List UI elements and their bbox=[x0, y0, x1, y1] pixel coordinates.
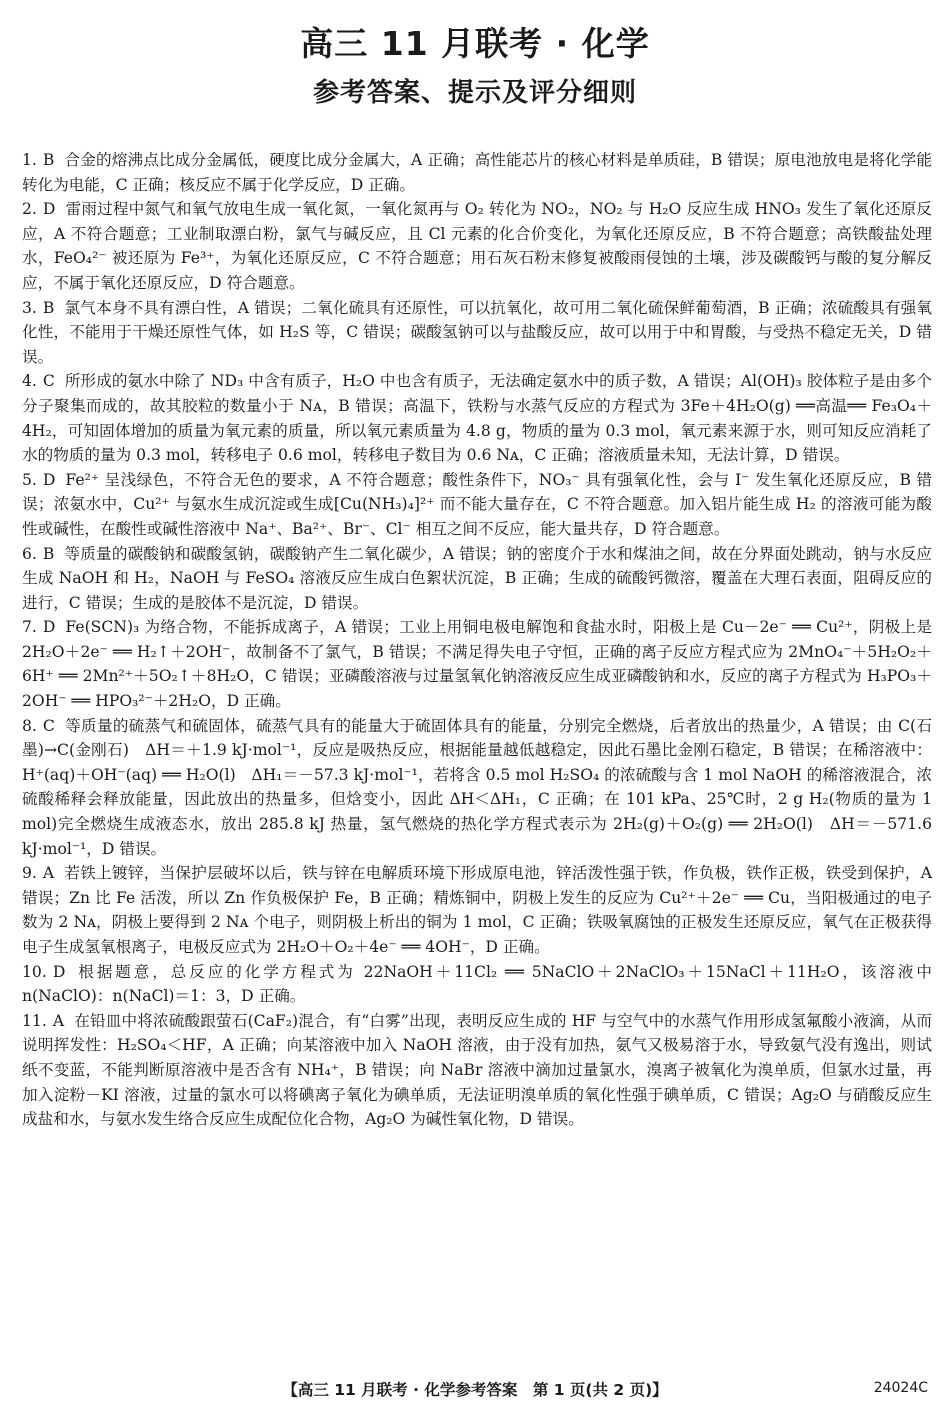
document-code: 24024C bbox=[873, 1380, 928, 1396]
answer-item-9 bbox=[22, 861, 932, 959]
item-answer: D bbox=[42, 200, 56, 219]
item-explanation: 若铁上镀锌，当保护层破坏以后，铁与锌在电解质环境下形成原电池，锌活泼性强于铁，作负极，铁作正极，铁受到保护，A 错误；Zn 比 Fe 活泼，所以 Zn 作负极保护 Fe，B 正确；精炼铜中，阴极上发生的反应为 Cu²⁺＋2e⁻ ══ Cu，当阳极通过的电子数为 2 Nᴀ，阴极上要得到 2 Nᴀ 个电子，则阴极上析出的铜为 1 mol，C 正确；铁吸氧腐蚀的正极发生还原反应，氧气在正极获得电子生成氢氧根离子，电极反应式为 2H₂O＋O₂＋4e⁻ ══ 4OH⁻，D 正确。 bbox=[22, 864, 932, 956]
answer-item-8 bbox=[22, 714, 932, 862]
page-footer: 【高三 11 月联考 · 化学参考答案 第 1 页(共 2 页)】 bbox=[282, 1381, 668, 1399]
item-explanation: 所形成的氨水中除了 ND₃ 中含有质子，H₂O 中也含有质子，无法确定氨水中的质子数，A 错误；Al(OH)₃ 胶体粒子是由多个分子聚集而成的，故其胶粒的数量小于 Nᴀ，B 错误；高温下，铁粉与水蒸气反应的方程式为 3Fe＋4H₂O(g) ══高温══ Fe₃O₄＋4H₂，可知固体增加的质量为氧元素的质量，所以氧元素质量为 4.8 g，物质的量为 0.3 mol，氧元素来源于水，则可知反应消耗了水的物质的量为 0.3 mol，转移电子 0.6 mol，转移电子数目为 0.6 Nᴀ，C 正确；溶液质量未知，无法计算，D 错误。 bbox=[22, 372, 932, 465]
item-explanation: 雷雨过程中氮气和氧气放电生成一氧化氮，一氧化氮再与 O₂ 转化为 NO₂，NO₂ 与 H₂O 反应生成 HNO₃ 发生了氧化还原反应，A 不符合题意；工业制取漂白粉，氯气与碱反应，且 Cl 元素的化合价变化，为氧化还原反应，B 不符合题意；高铁酸盐处理水，FeO₄²⁻ 被还原为 Fe³⁺，为氧化还原反应，C 不符合题意；用石灰石粉末修复被酸雨侵蚀的土壤，涉及碳酸钙与酸的复分解反应，不属于氧化还原反应，D 符合题意。 bbox=[22, 200, 932, 292]
item-number: 8. bbox=[22, 716, 37, 735]
page-subtitle: 参考答案、提示及评分细则 bbox=[312, 78, 637, 108]
item-number: 5. bbox=[22, 470, 37, 489]
item-explanation: Fe(SCN)₃ 为络合物，不能拆成离子，A 错误；工业上用铜电极电解饱和食盐水时，阳极上是 Cu－2e⁻ ══ Cu²⁺，阴极上是 2H₂O＋2e⁻ ══ H₂↑＋2OH⁻，故制备不了氯气，B 错误；不满足得失电子守恒，正确的离子反应方程式应为 2MnO₄⁻＋5H₂O₂＋6H⁺ ══ 2Mn²⁺＋5O₂↑＋8H₂O，C 错误；亚磷酸溶液与过量氢氧化钠溶液反应生成亚磷酸钠和水，反应的离子方程式为 H₃PO₃＋2OH⁻ ══ HPO₃²⁻＋2H₂O，D 正确。 bbox=[22, 618, 932, 711]
item-answer: C bbox=[42, 716, 55, 735]
answer-item-11 bbox=[22, 1009, 932, 1132]
page-title: 高三 11 月联考 · 化学 bbox=[300, 24, 650, 63]
item-answer: B bbox=[42, 544, 55, 563]
item-number: 11. bbox=[22, 1011, 47, 1030]
item-answer: A bbox=[42, 864, 55, 883]
item-number: 7. bbox=[22, 618, 37, 637]
answer-item-10 bbox=[22, 960, 932, 1009]
item-explanation: 根据题意，总反应的化学方程式为 22NaOH＋11Cl₂ ══ 5NaClO＋2NaClO₃＋15NaCl＋11H₂O，该溶液中 n(NaClO)：n(NaCl)＝1：3，D 正确。 bbox=[22, 962, 932, 1006]
answer-item-6 bbox=[22, 542, 932, 616]
answer-item-2 bbox=[22, 197, 932, 295]
item-answer: D bbox=[52, 962, 66, 981]
item-number: 3. bbox=[22, 298, 37, 317]
answer-list bbox=[22, 148, 932, 1132]
item-explanation: Fe²⁺ 呈浅绿色，不符合无色的要求，A 不符合题意；酸性条件下，NO₃⁻ 具有强氧化性，会与 I⁻ 发生氧化还原反应，B 错误；浓氨水中，Cu²⁺ 与氨水生成沉淀或生成[Cu(NH₃)₄]²⁺ 而不能大量存在，C 不符合题意。加入铝片能生成 H₂ 的溶液可能为酸性或碱性，在酸性或碱性溶液中 Na⁺、Ba²⁺、Br⁻、Cl⁻ 相互之间不反应，能大量共存，D 符合题意。 bbox=[22, 470, 932, 538]
item-number: 10. bbox=[22, 962, 47, 981]
item-answer: B bbox=[42, 151, 55, 169]
item-number: 1. bbox=[22, 151, 37, 169]
answer-item-3 bbox=[22, 296, 932, 370]
item-explanation: 氯气本身不具有漂白性，A 错误；二氧化硫具有还原性，可以抗氧化，故可用二氧化硫保鲜葡萄酒，B 正确；浓硫酸具有强氧化性，不能用于干燥还原性气体，如 H₂S 等，C 错误；碳酸氢钠可以与盐酸反应，故可以用于中和胃酸，与受热不稳定无关，D 错误。 bbox=[22, 298, 932, 366]
answer-item-1 bbox=[22, 148, 932, 197]
answer-item-5 bbox=[22, 468, 932, 542]
item-answer: D bbox=[42, 618, 56, 637]
item-explanation: 等质量的硫蒸气和硫固体，硫蒸气具有的能量大于硫固体具有的能量，分别完全燃烧，后者放出的热量少，A 错误；由 C(石墨)→C(金刚石) ΔH＝＋1.9 kJ·mol⁻¹，反应是吸热反应，根据能量越低越稳定，因此石墨比金刚石稳定，B 错误；在稀溶液中：H⁺(aq)＋OH⁻(aq) ══ H₂O(l) ΔH₁＝－57.3 kJ·mol⁻¹，若将含 0.5 mol H₂SO₄ 的浓硫酸与含 1 mol NaOH 的稀溶液混合，浓硫酸稀释会释放能量，因此放出的热量多，但焓变小，因此 ΔH＜ΔH₁，C 正确；在 101 kPa、25℃时，2 g H₂(物质的量为 1 mol)完全燃烧生成液态水，放出 285.8 kJ 热量，氢气燃烧的热化学方程式表示为 2H₂(g)＋O₂(g) ══ 2H₂O(l) ΔH＝－571.6 kJ·mol⁻¹，D 错误。 bbox=[22, 716, 932, 858]
item-answer: B bbox=[42, 298, 55, 317]
item-explanation: 合金的熔沸点比成分金属低，硬度比成分金属大，A 正确；高性能芯片的核心材料是单质硅，B 错误；原电池放电是将化学能转化为电能，C 正确；核反应不属于化学反应，D 正确。 bbox=[22, 151, 932, 194]
item-explanation: 等质量的碳酸钠和碳酸氢钠，碳酸钠产生二氧化碳少，A 错误；钠的密度介于水和煤油之间，故在分界面处跳动，钠与水反应生成 NaOH 和 H₂，NaOH 与 FeSO₄ 溶液反应生成白色絮状沉淀，B 正确；生成的硫酸钙微溶，覆盖在大理石表面，阻碍反应的进行，C 错误；生成的是胶体不是沉淀，D 错误。 bbox=[22, 544, 932, 612]
answer-item-7 bbox=[22, 615, 932, 713]
item-answer: A bbox=[52, 1011, 65, 1030]
item-answer: D bbox=[42, 470, 56, 489]
answer-item-4 bbox=[22, 369, 932, 467]
item-number: 9. bbox=[22, 864, 37, 883]
item-answer: C bbox=[42, 372, 55, 391]
item-number: 4. bbox=[22, 372, 37, 391]
item-number: 6. bbox=[22, 544, 37, 563]
item-number: 2. bbox=[22, 200, 37, 219]
item-explanation: 在铅皿中将浓硫酸跟萤石(CaF₂)混合，有“白雾”出现，表明反应生成的 HF 与空气中的水蒸气作用形成氢氟酸小液滴，从而说明挥发性：H₂SO₄＜HF，A 正确；向某溶液中加入 NaOH 溶液，由于没有加热，氨气又极易溶于水，导致氨气没有逸出，则试纸不变蓝，不能判断原溶液中是否含有 NH₄⁺，B 错误；向 NaBr 溶液中滴加过量氯水，溴离子被氧化为溴单质，但氯水过量，再加入淀粉－KI 溶液，过量的氯水可以将碘离子氧化为碘单质，无法证明溴单质的氧化性强于碘单质，C 错误；Ag₂O 与硝酸反应生成盐和水，与氨水发生络合反应生成配位化合物，Ag₂O 为碱性氧化物，D 错误。 bbox=[22, 1011, 932, 1129]
